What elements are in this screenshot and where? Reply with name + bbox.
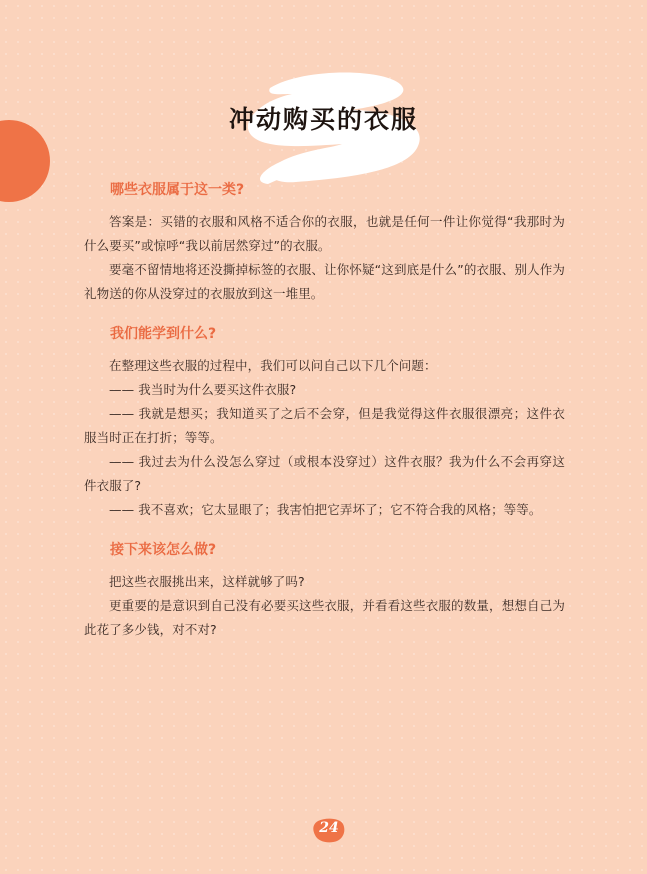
paragraph: —— 我就是想买；我知道买了之后不会穿，但是我觉得这件衣服很漂亮；这件衣服当时正在打折；等等。: [84, 406, 565, 445]
paragraph: —— 我当时为什么要买这件衣服?: [109, 382, 297, 397]
section-category: [84, 180, 565, 306]
paragraph: 更重要的是意识到自己没有必要买这些衣服，并看看这些衣服的数量，想想自己为此花了多少钱，对不对?: [84, 598, 565, 637]
paragraph: —— 我不喜欢；它太显眼了；我害怕把它弄坏了；它不符合我的风格；等等。: [109, 502, 542, 517]
paragraph: 答案是：买错的衣服和风格不适合你的衣服，也就是任何一件让你觉得“我那时为什么要买”或惊呼“我以前居然穿过”的衣服。: [84, 214, 565, 253]
section-heading: 哪些衣服属于这一类?: [110, 182, 245, 198]
page-number: 24: [319, 820, 339, 836]
paragraph: 在整理这些衣服的过程中，我们可以问自己以下几个问题：: [109, 358, 437, 373]
section-heading: 我们能学到什么?: [110, 326, 217, 342]
paragraph: 把这些衣服挑出来，这样就够了吗?: [109, 574, 305, 589]
section-next-steps: [84, 540, 565, 642]
section-heading: 接下来该怎么做?: [110, 542, 217, 558]
paragraph: 要毫不留情地将还没撕掉标签的衣服、让你怀疑“这到底是什么”的衣服、别人作为礼物送的你从没穿过的衣服放到这一堆里。: [84, 262, 565, 301]
paragraph: —— 我过去为什么没怎么穿过（或根本没穿过）这件衣服？我为什么不会再穿这件衣服了?: [84, 454, 565, 493]
section-lessons: [84, 324, 565, 522]
page-title: 冲动购买的衣服: [228, 105, 418, 134]
content: [84, 180, 565, 642]
